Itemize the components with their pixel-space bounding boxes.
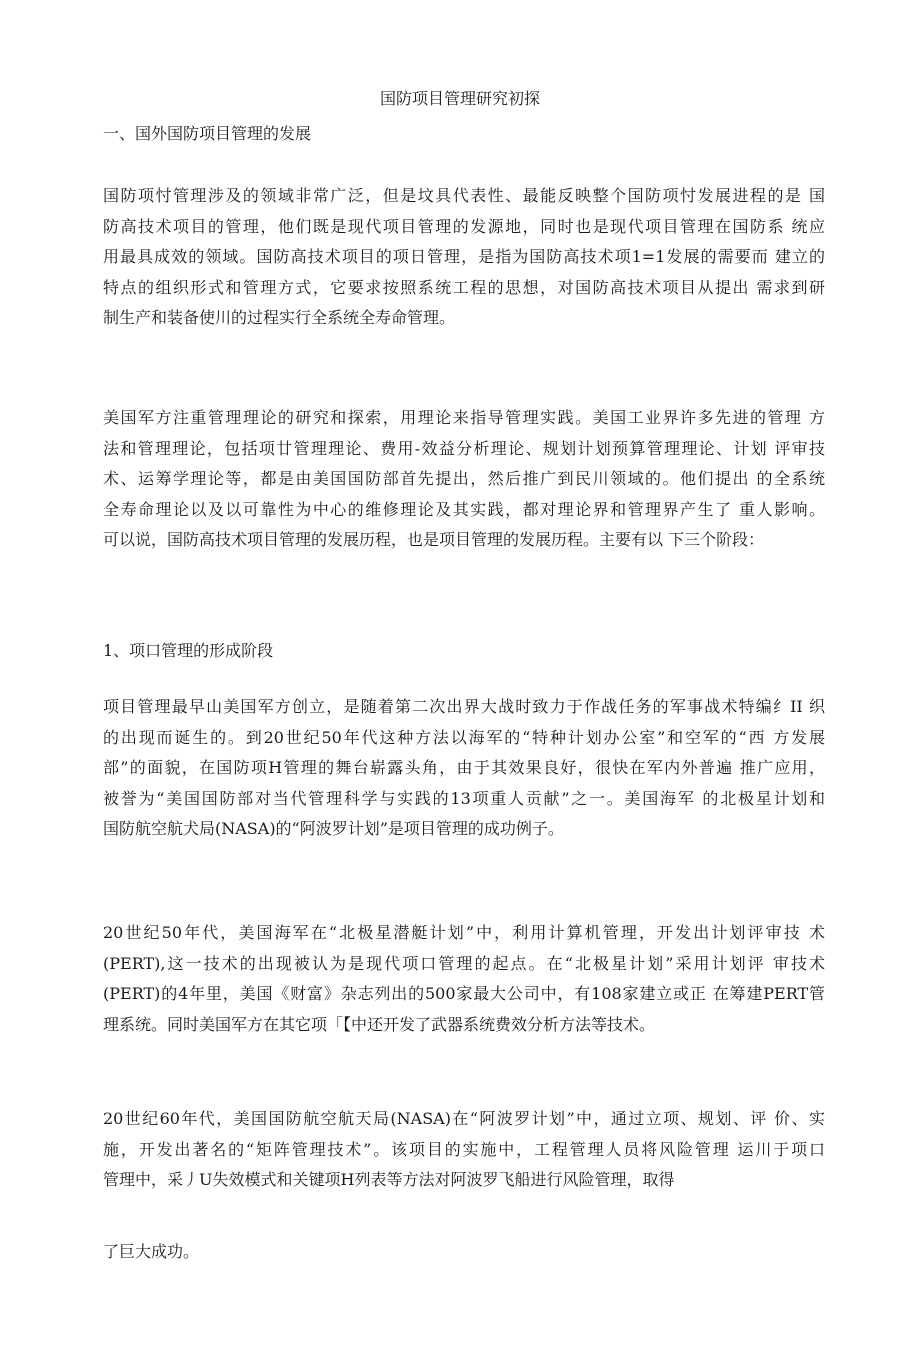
- paragraph-2: [103, 403, 825, 556]
- paragraph-line: 项目管理最早山美国军方创立，是随着第二次出界大战时致力于作战任务的军事战术特编纟II 织: [103, 697, 825, 716]
- paragraph-line: 国防航空航犬局(NASA)的“阿波罗计划”是项目管理的成功例子。: [103, 819, 564, 838]
- paragraph-line: 的出现而诞生的。到20世纪50年代这种方法以海军的“特种计划办公室”和空军的“西 方发展: [103, 727, 825, 747]
- paragraph-3: [103, 692, 825, 845]
- paragraph-line: 制生产和装备使川的过程实行全系统全寿命管理。: [103, 308, 456, 327]
- paragraph-line: 用最具成效的领域。国防高技术项目的项日管理，是指为国防高技术项1=1发展的需要而 建立的: [103, 247, 825, 266]
- paragraph-line: 美国军方注重管理理论的研究和探索，用理论来指导管理实践。美国工业界许多先进的管理 方: [103, 408, 825, 427]
- paragraph-line: 法和管理理论，包括项廿管理理论、费用-效益分析理论、规划计划预算管理理论、计划 评审技: [103, 438, 825, 458]
- paragraph-line: 特点的组织形式和管理方式，它要求按照系统工程的思想，对国防高技术项目从提出 需求到研: [103, 277, 825, 297]
- paragraph-4: [103, 918, 825, 1040]
- paragraph-5: [103, 1104, 825, 1196]
- section-heading: 一、国外国防项目管理的发展: [103, 124, 312, 143]
- paragraph-line: 20世纪60年代，美国国防航空航天局(NASA)在“阿波罗计划”中，通过立项、规划、评 价、实: [103, 1109, 825, 1128]
- paragraph-line: 被誉为“美国国防部对当代管理科学与实践的13项重人贡献”之一。美国海军 的北极星计划和: [103, 788, 825, 808]
- paragraph-line: 国防项忖管理涉及的领域非常广泛，但是坟具代表性、最能反映整个国防项忖发展进程的是 国: [103, 186, 825, 205]
- closing-line: 了巨大成功。: [103, 1242, 200, 1261]
- paragraph-line: 防高技术项目的管理，他们既是现代项目管理的发源地，同时也是现代项目管理在国防系 统应: [103, 216, 825, 236]
- paragraph-line: 施，开发出著名的“矩阵管理技术”。该项目的实施中，工程管理人员将风险管理 运川于项口: [103, 1139, 825, 1159]
- paragraph-line: 可以说，国防高技术项目管理的发展历程，也是项目管理的发展历程。主要有以 下三个阶段：: [103, 530, 765, 549]
- paragraph-line: (PERT)的4年里，美国《财富》杂志列出的500家最大公司中，有108家建立或正 在筹建PERT管: [103, 984, 825, 1003]
- paragraph-line: (PERT),这一技术的出现被认为是现代项口管理的起点。在“北极星计划”采用计划评 审技术: [103, 953, 825, 973]
- subheading-formation-stage: 1、项口管理的形成阶段: [103, 641, 274, 660]
- paragraph-line: 管理中，采丿U失效模式和关键项H列表等方法对阿波罗飞船进行风险管理，取得: [103, 1170, 675, 1189]
- paragraph-1: [103, 181, 825, 334]
- paragraph-line: 部”的面貌，在国防项H管理的舞台崭露头角，由于其效果良好，很快在军内外普遍 推广应用，: [103, 758, 825, 777]
- paragraph-line: 全寿命理论以及以可靠性为中心的维修理论及其实践，都对理论界和管理界产生了 重人影响。: [103, 499, 825, 519]
- paragraph-line: 20世纪50年代，美国海军在“北极星潜艇计划”中，利用计算机管理，开发出计划评审技 术: [103, 923, 825, 942]
- paragraph-line: 理系统。同时美国军方在其它项「【中还开发了武器系统费效分析方法等技术。: [103, 1014, 656, 1034]
- paragraph-line: 术、运筹学理论等，都是由美国国防部首先提出，然后推广到民川领域的。他们提出 的全系统: [103, 469, 825, 488]
- document-title: 国防项目管理研究初探: [379, 89, 540, 108]
